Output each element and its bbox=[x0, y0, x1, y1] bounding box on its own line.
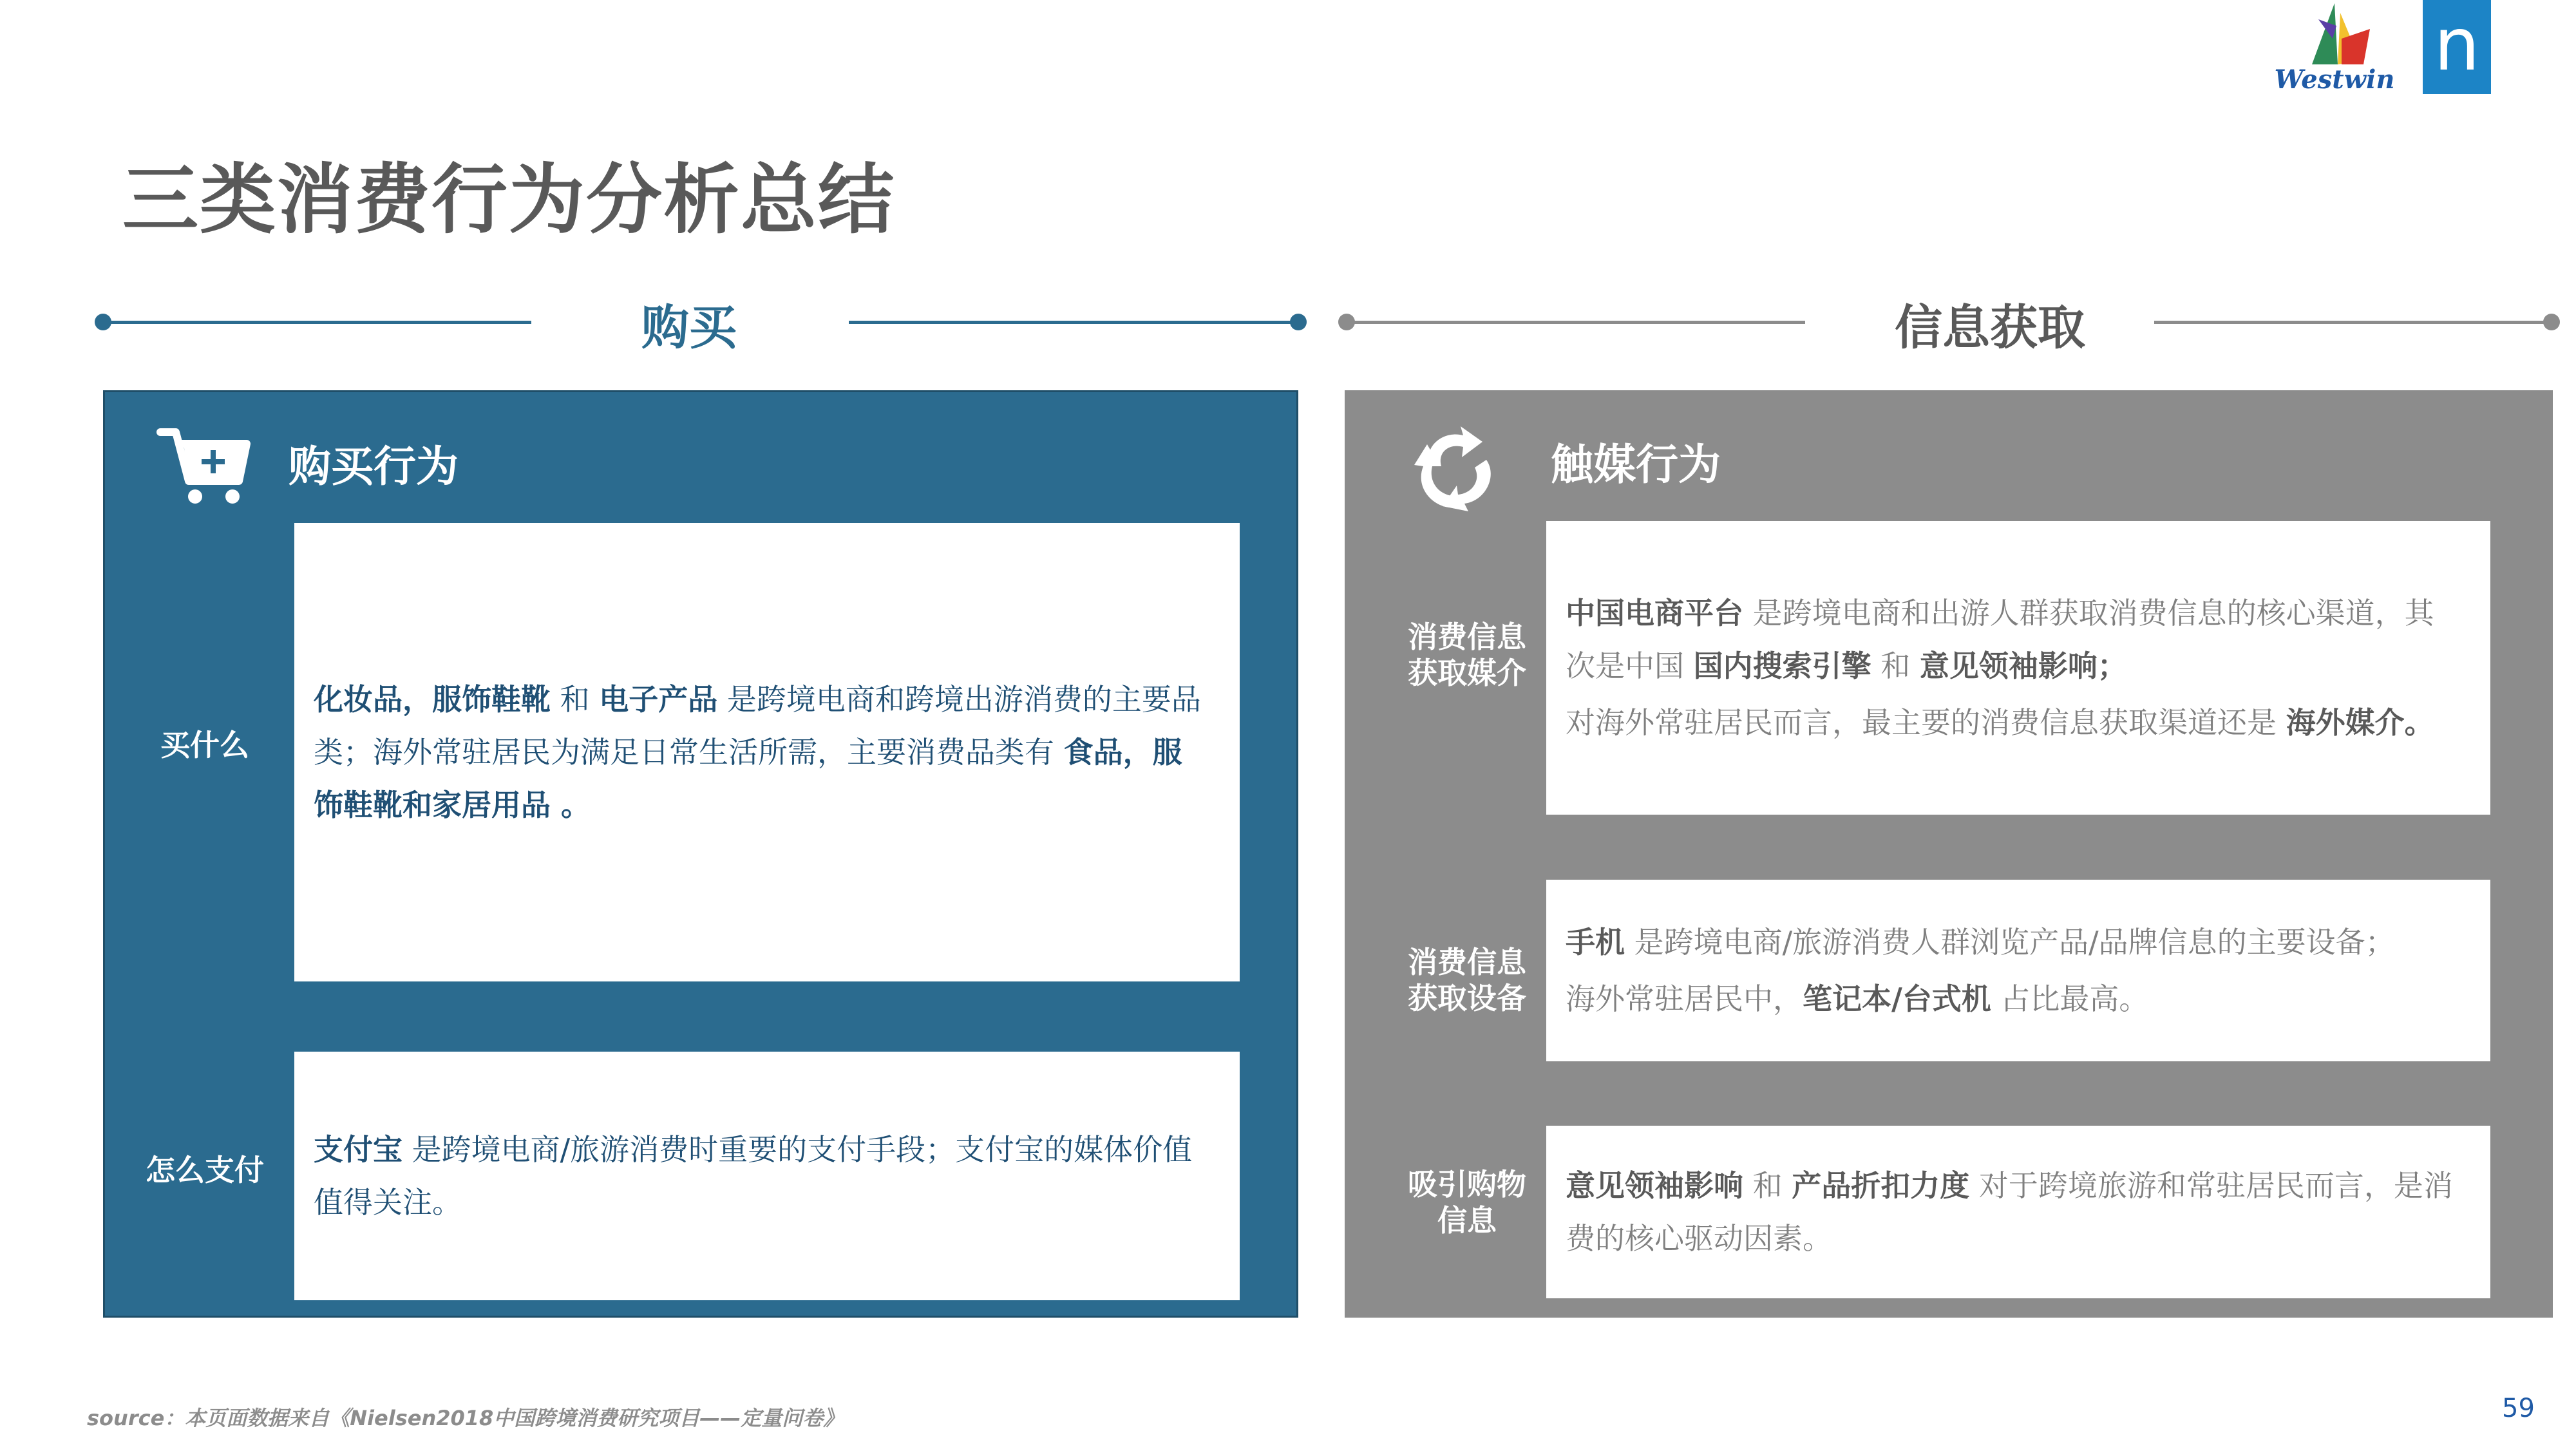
row-label-info-device-line-1: 消费信息 bbox=[1408, 945, 1526, 980]
row-label-info-media-line-1: 消费信息 bbox=[1408, 620, 1526, 654]
highlight-text: 手机 bbox=[1566, 925, 1625, 960]
buy-section-right-line bbox=[849, 321, 1298, 324]
info-section-right-line bbox=[2154, 321, 2552, 324]
highlight-text: 笔记本/台式机 bbox=[1803, 981, 1991, 1016]
info-section-label: 信息获取 bbox=[1895, 300, 2085, 355]
sailboat-icon bbox=[2273, 0, 2396, 71]
how-to-pay-text bbox=[314, 1123, 1211, 1229]
source-note: source：本页面数据来自《Nielsen2018中国跨境消费研究项目——定量问卷》 bbox=[87, 1406, 844, 1430]
what-to-buy-card bbox=[294, 523, 1240, 981]
westwin-logo bbox=[2273, 0, 2396, 97]
info-media-card bbox=[1546, 521, 2490, 815]
info-device-card bbox=[1546, 880, 2490, 1061]
info-section-right-dot bbox=[2543, 314, 2560, 330]
page-number: 59 bbox=[2502, 1394, 2535, 1423]
info-panel bbox=[1345, 390, 2553, 1318]
body-text: 占比最高。 bbox=[1991, 981, 2149, 1016]
body-text: 是跨境电商/旅游消费时重要的支付手段；支付宝的媒体价值值得关注。 bbox=[314, 1132, 1193, 1220]
shopping-cart-icon bbox=[156, 424, 253, 508]
paragraph bbox=[1566, 696, 2462, 749]
info-device-text bbox=[1566, 916, 2395, 1025]
paragraph bbox=[1566, 1159, 2462, 1265]
attract-info-card bbox=[1546, 1126, 2490, 1298]
recycle-arrows-icon bbox=[1404, 421, 1501, 518]
info-media-text bbox=[1566, 587, 2462, 749]
highlight-text: 意见领袖影响； bbox=[1919, 649, 2127, 683]
highlight-text: 产品折扣力度 bbox=[1792, 1168, 1970, 1203]
row-label-what-to-buy: 买什么 bbox=[160, 728, 249, 762]
row-label-attract-info-line-2: 信息 bbox=[1437, 1203, 1497, 1238]
row-label-how-to-pay: 怎么支付 bbox=[146, 1153, 264, 1188]
buy-section-right-dot bbox=[1290, 314, 1307, 330]
body-text: 和 bbox=[1743, 1168, 1792, 1203]
how-to-pay-card bbox=[294, 1052, 1240, 1300]
highlight-text: 意见领袖影响 bbox=[1566, 1168, 1743, 1203]
buy-panel bbox=[103, 390, 1298, 1318]
highlight-text: 国内搜索引擎 bbox=[1693, 649, 1871, 683]
highlight-text: 支付宝 bbox=[314, 1132, 402, 1167]
what-to-buy-text bbox=[314, 673, 1211, 831]
body-text: 和 bbox=[1871, 649, 1920, 683]
page-title: 三类消费行为分析总结 bbox=[122, 155, 896, 244]
body-text: 是跨境电商和出游人群获取消费信息的核心渠道，其次是中国 bbox=[1566, 596, 2434, 683]
highlight-text: 。 bbox=[551, 788, 591, 822]
buy-section-label: 购买 bbox=[641, 300, 737, 355]
info-panel-header: 触媒行为 bbox=[1551, 440, 1721, 489]
paragraph bbox=[1566, 587, 2462, 692]
row-label-attract-info bbox=[1370, 1166, 1564, 1238]
body-text: 是跨境电商和跨境出游消费的主要品类；海外常驻居民为满足日常生活所需，主要消费品类有 bbox=[314, 682, 1201, 770]
paragraph bbox=[1566, 972, 2395, 1025]
row-label-attract-info-line-1: 吸引购物 bbox=[1408, 1167, 1526, 1202]
westwin-wordmark: Westwin bbox=[2274, 64, 2395, 95]
paragraph bbox=[1566, 916, 2395, 969]
buy-section-left-line bbox=[103, 321, 531, 324]
body-text: 和 bbox=[551, 682, 600, 717]
body-text: 是跨境电商/旅游消费人群浏览产品/品牌信息的主要设备； bbox=[1625, 925, 2395, 960]
body-text: 对于跨境旅游和常驻居民而言，是消费的核心驱动因素。 bbox=[1566, 1168, 2453, 1256]
highlight-text: 化妆品，服饰鞋靴 bbox=[314, 682, 551, 717]
row-label-info-media bbox=[1370, 619, 1564, 691]
buy-panel-header: 购买行为 bbox=[289, 442, 459, 491]
nielsen-logo: n bbox=[2423, 0, 2491, 94]
highlight-text: 食品，服饰鞋靴和家居用品 bbox=[314, 735, 1182, 822]
body-text: 海外常驻居民中， bbox=[1566, 981, 1803, 1016]
row-label-info-device-line-2: 获取设备 bbox=[1408, 981, 1526, 1016]
row-label-info-device bbox=[1370, 944, 1564, 1016]
highlight-text: 中国电商平台 bbox=[1566, 596, 1743, 630]
highlight-text: 海外媒介。 bbox=[2286, 705, 2434, 740]
info-section-left-line bbox=[1347, 321, 1805, 324]
row-label-info-media-line-2: 获取媒介 bbox=[1408, 656, 1526, 690]
body-text: 对海外常驻居民而言，最主要的消费信息获取渠道还是 bbox=[1566, 705, 2286, 740]
highlight-text: 电子产品 bbox=[599, 682, 718, 717]
attract-info-text bbox=[1566, 1159, 2462, 1265]
